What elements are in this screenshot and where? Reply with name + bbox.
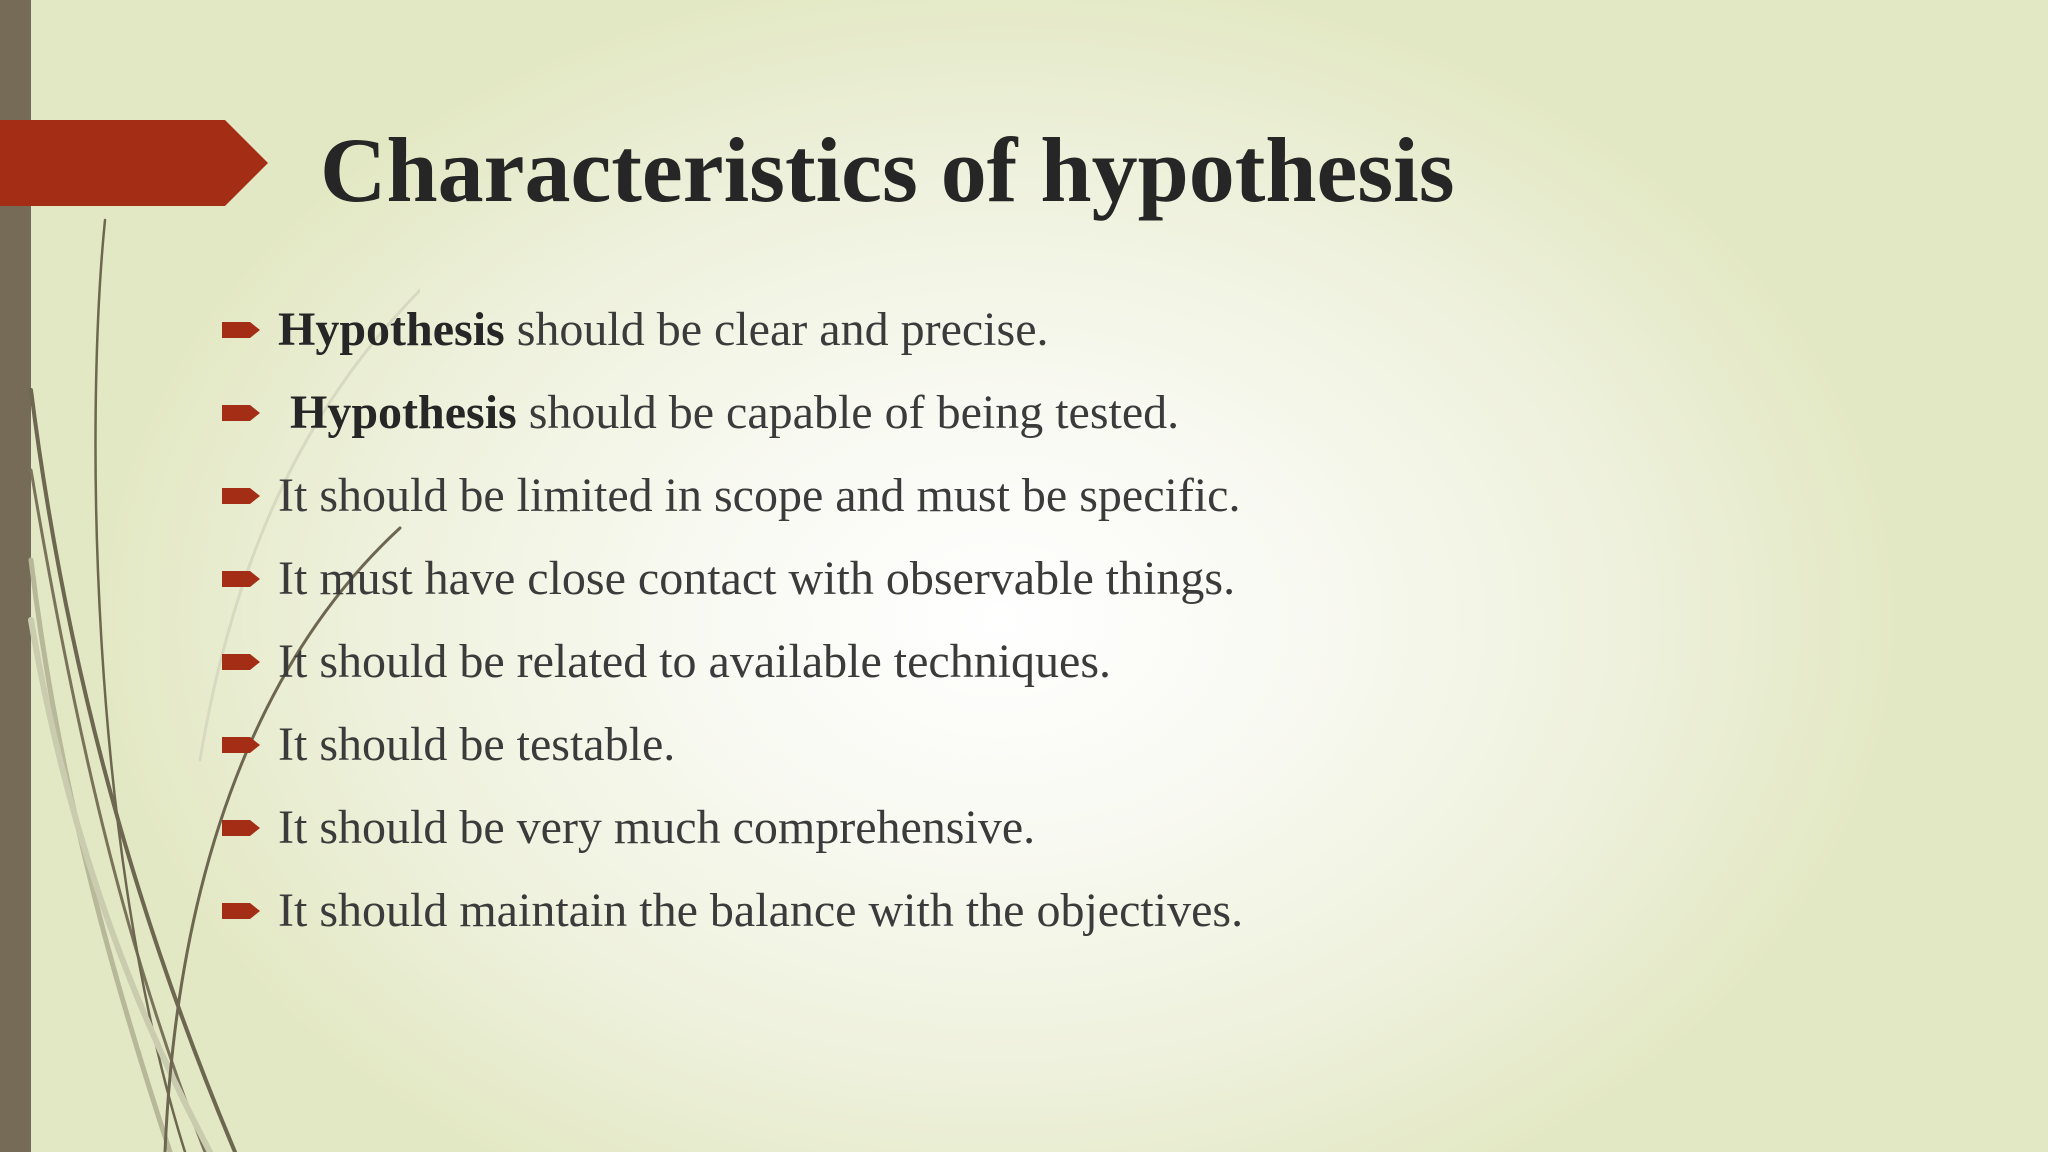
right-arrow-tag-icon (222, 569, 262, 589)
bullet-list (222, 288, 1243, 952)
right-arrow-tag-icon (222, 320, 262, 340)
bullet-text: It must have close contact with observable things. (278, 552, 1236, 605)
bullet-item (222, 869, 1243, 952)
right-arrow-tag-icon (222, 486, 262, 506)
bullet-item (222, 537, 1243, 620)
bullet-item (222, 288, 1243, 371)
right-arrow-tag-icon (222, 818, 262, 838)
bullet-text: It should be very much comprehensive. (278, 801, 1036, 854)
bullet-text: should be capable of being tested. (516, 386, 1180, 439)
right-arrow-tag-icon (222, 735, 262, 755)
bullet-bold-text: Hypothesis (278, 303, 505, 356)
bullet-item (222, 371, 1243, 454)
bullet-item (222, 620, 1243, 703)
slide-title: Characteristics of hypothesis (320, 119, 1455, 221)
right-arrow-tag-icon (222, 652, 262, 672)
bullet-item (222, 454, 1243, 537)
bullet-text: It should maintain the balance with the objectives. (278, 884, 1244, 937)
bullet-text: It should be testable. (278, 718, 676, 771)
title-arrow-banner (0, 0, 270, 210)
bullet-item (222, 786, 1243, 869)
bullet-text: It should be related to available techniques. (278, 635, 1112, 688)
bullet-bold-text: Hypothesis (290, 386, 517, 439)
right-arrow-tag-icon (222, 901, 262, 921)
right-arrow-tag-icon (222, 403, 262, 423)
bullet-text: It should be limited in scope and must be specific. (278, 469, 1241, 522)
bullet-item (222, 703, 1243, 786)
bullet-text: should be clear and precise. (504, 303, 1049, 356)
bullet-lead (278, 385, 290, 440)
